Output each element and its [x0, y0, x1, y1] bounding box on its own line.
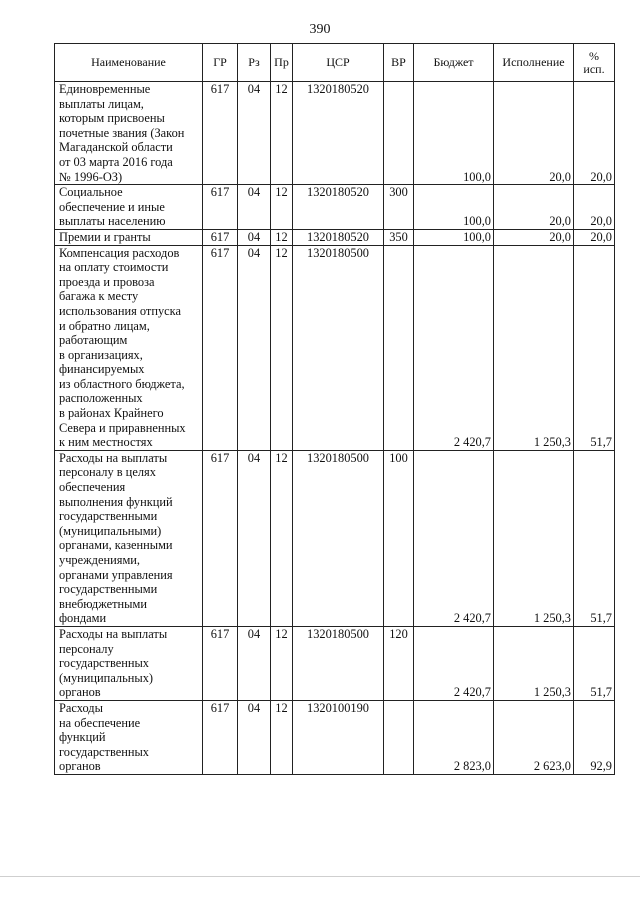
row-execution: 1 250,3 — [494, 626, 574, 700]
row-execution: 1 250,3 — [494, 245, 574, 450]
table-row — [55, 229, 615, 245]
row-csr: 1320180500 — [293, 245, 384, 450]
header-csr: ЦСР — [293, 44, 384, 82]
row-gr: 617 — [203, 245, 238, 450]
row-rz: 04 — [238, 185, 271, 230]
row-rz: 04 — [238, 626, 271, 700]
row-name-text: Расходы на обеспечение функций государственных органов — [59, 700, 150, 774]
row-budget: 100,0 — [414, 229, 494, 245]
row-percent: 20,0 — [574, 229, 615, 245]
row-name — [55, 626, 203, 700]
row-percent: 51,7 — [574, 450, 615, 626]
row-name — [55, 700, 203, 774]
row-execution: 2 623,0 — [494, 700, 574, 774]
row-rz: 04 — [238, 245, 271, 450]
row-percent: 92,9 — [574, 700, 615, 774]
row-budget: 2 823,0 — [414, 700, 494, 774]
header-budget: Бюджет — [414, 44, 494, 82]
row-name — [55, 450, 203, 626]
table-row — [55, 245, 615, 450]
header-execution: Исполнение — [494, 44, 574, 82]
row-csr: 1320180500 — [293, 450, 384, 626]
row-rz: 04 — [238, 450, 271, 626]
row-csr: 1320100190 — [293, 700, 384, 774]
header-rz: Рз — [238, 44, 271, 82]
table-row — [55, 700, 615, 774]
row-name — [55, 229, 203, 245]
row-name-text: Единовременные выплаты лицам, которым присвоены почетные звания (Закон Магаданской области от 03 марта 2016 года № 1996-ОЗ) — [59, 82, 185, 184]
row-name — [55, 245, 203, 450]
row-name-text: Социальное обеспечение и иные выплаты населению — [59, 185, 166, 229]
header-name: Наименование — [55, 44, 203, 82]
page-bottom-rule — [0, 876, 640, 877]
row-pr: 12 — [271, 229, 293, 245]
row-vr — [384, 245, 414, 450]
row-percent: 20,0 — [574, 185, 615, 230]
header-pr: Пр — [271, 44, 293, 82]
row-gr: 617 — [203, 700, 238, 774]
row-pr: 12 — [271, 82, 293, 185]
row-rz: 04 — [238, 82, 271, 185]
row-execution: 20,0 — [494, 185, 574, 230]
budget-execution-table — [54, 43, 615, 775]
row-gr: 617 — [203, 450, 238, 626]
row-budget: 100,0 — [414, 185, 494, 230]
row-name-text: Расходы на выплаты персоналу государственных (муниципальных) органов — [59, 626, 168, 700]
row-vr — [384, 700, 414, 774]
table-row — [55, 450, 615, 626]
row-csr: 1320180520 — [293, 185, 384, 230]
header-gr: ГР — [203, 44, 238, 82]
row-execution: 1 250,3 — [494, 450, 574, 626]
row-pr: 12 — [271, 450, 293, 626]
row-name — [55, 185, 203, 230]
row-execution: 20,0 — [494, 229, 574, 245]
row-csr: 1320180500 — [293, 626, 384, 700]
row-csr: 1320180520 — [293, 82, 384, 185]
row-vr: 120 — [384, 626, 414, 700]
page-number: 390 — [309, 22, 331, 37]
row-vr: 300 — [384, 185, 414, 230]
row-percent: 20,0 — [574, 82, 615, 185]
row-name-text: Компенсация расходов на оплату стоимости проезда и провоза багажа к месту использования отпуска и обратно лицам, работающим в организациях, финансируемых из областного бюджета, расположенных в районах Крайнего Севера и приравненных к ним местностях — [59, 245, 186, 450]
table-row — [55, 185, 615, 230]
row-rz: 04 — [238, 700, 271, 774]
row-name-text: Расходы на выплаты персоналу в целях обеспечения выполнения функций государственными (муниципальными) органами, казенными учреждениями, органами управления государственными внебюджетными фондами — [59, 450, 173, 626]
row-gr: 617 — [203, 185, 238, 230]
row-name — [55, 82, 203, 185]
row-budget: 2 420,7 — [414, 626, 494, 700]
row-budget: 100,0 — [414, 82, 494, 185]
table-row — [55, 626, 615, 700]
header-vr: ВР — [384, 44, 414, 82]
row-execution: 20,0 — [494, 82, 574, 185]
row-csr: 1320180520 — [293, 229, 384, 245]
row-pr: 12 — [271, 626, 293, 700]
row-rz: 04 — [238, 229, 271, 245]
row-budget: 2 420,7 — [414, 450, 494, 626]
row-percent: 51,7 — [574, 626, 615, 700]
row-pr: 12 — [271, 185, 293, 230]
table-row — [55, 82, 615, 185]
row-gr: 617 — [203, 626, 238, 700]
row-vr — [384, 82, 414, 185]
row-pr: 12 — [271, 700, 293, 774]
row-vr: 350 — [384, 229, 414, 245]
table-header-row — [55, 44, 615, 82]
row-pr: 12 — [271, 245, 293, 450]
row-percent: 51,7 — [574, 245, 615, 450]
row-gr: 617 — [203, 82, 238, 185]
row-vr: 100 — [384, 450, 414, 626]
row-budget: 2 420,7 — [414, 245, 494, 450]
row-gr: 617 — [203, 229, 238, 245]
row-name-text: Премии и гранты — [59, 229, 151, 244]
header-percent: % исп. — [574, 44, 615, 82]
